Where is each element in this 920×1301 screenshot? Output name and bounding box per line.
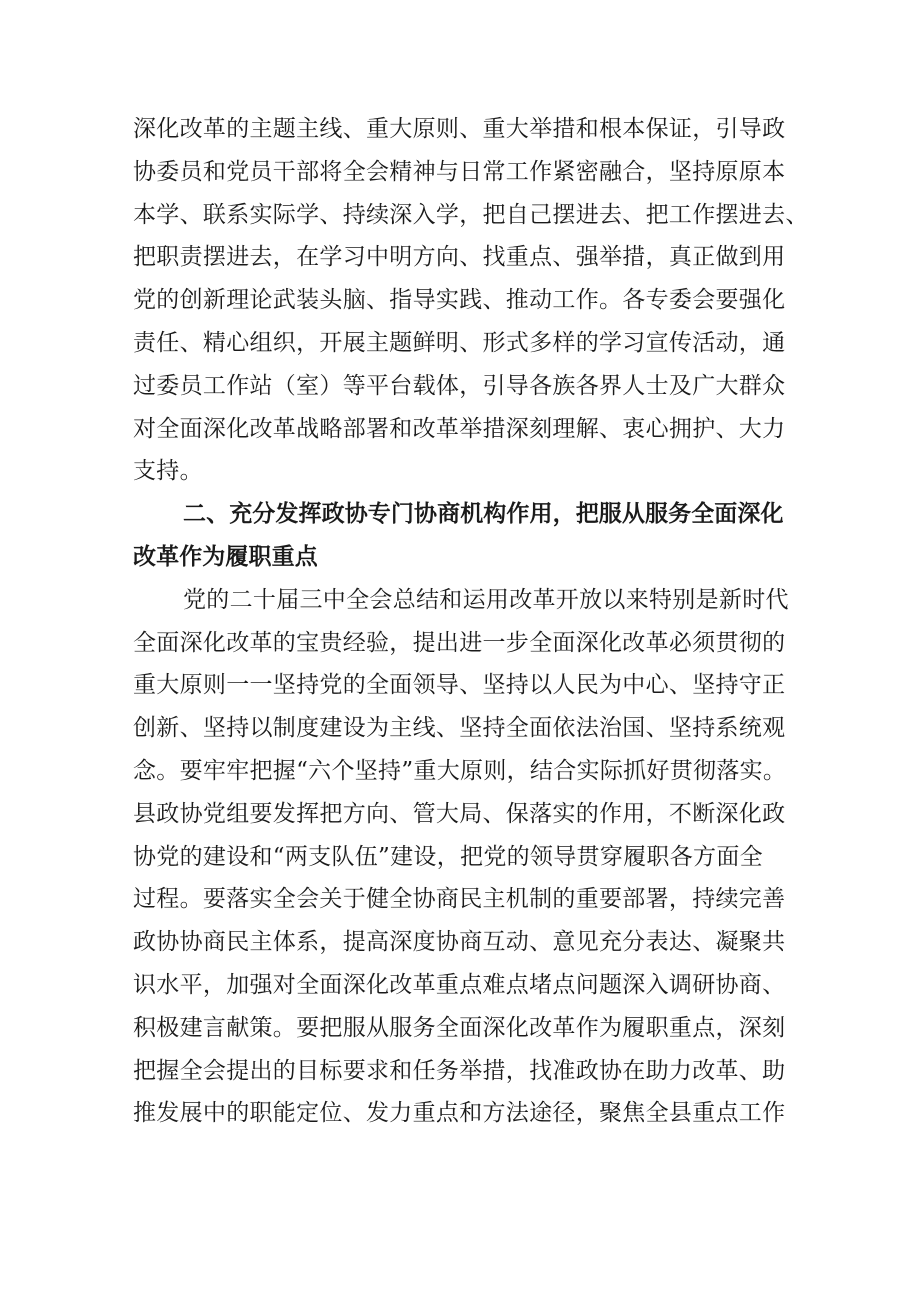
paragraph-line: 识水平，加强对全面深化改革重点难点堵点问题深入调研协商、 bbox=[133, 971, 786, 998]
paragraph-line: 把职责摆进去，在学习中明方向、找重点、强举措，真正做到用 bbox=[133, 244, 786, 271]
paragraph-line: 党的二十届三中全会总结和运用改革开放以来特别是新时代 bbox=[183, 586, 789, 613]
paragraph-2 bbox=[133, 579, 798, 1135]
paragraph-line: 协党的建设和“两支队伍”建设，把党的领导贯穿履职各方面全 bbox=[133, 843, 763, 870]
paragraph-line: 全面深化改革的宝贵经验，提出进一步全面深化改革必须贯彻的 bbox=[133, 629, 786, 656]
heading-line: 二、充分发挥政协专门协商机构作用，把服从服务全面深化 bbox=[183, 501, 784, 528]
paragraph-line: 积极建言献策。要把服从服务全面深化改革作为履职重点，深刻 bbox=[133, 1014, 786, 1041]
paragraph-line: 深化改革的主题主线、重大原则、重大举措和根本保证，引导政 bbox=[133, 116, 786, 142]
paragraph-line: 过委员工作站（室）等平台载体，引导各族各界人士及广大群众 bbox=[133, 372, 786, 399]
paragraph-line: 政协协商民主体系，提高深度协商互动、意见充分表达、凝聚共 bbox=[133, 929, 786, 956]
paragraph-1 bbox=[133, 108, 809, 493]
paragraph-line: 重大原则一一坚持党的全面领导、坚持以人民为中心、坚持守正 bbox=[133, 672, 786, 699]
paragraph-line: 党的创新理论武装头脑、指导实践、推动工作。各专委会要强化 bbox=[133, 287, 786, 314]
paragraph-line: 本学、联系实际学、持续深入学，把自己摆进去、把工作摆进去、 bbox=[133, 201, 809, 228]
document-body bbox=[133, 108, 809, 1135]
paragraph-line: 把握全会提出的目标要求和任务举措，找准政协在助力改革、助 bbox=[133, 1057, 786, 1084]
paragraph-line: 念。要牢牢把握“六个坚持”重大原则，结合实际抓好贯彻落实。 bbox=[133, 757, 787, 784]
paragraph-line: 创新、坚持以制度建设为主线、坚持全面依法治国、坚持系统观 bbox=[133, 715, 786, 742]
section-heading bbox=[133, 493, 798, 579]
paragraph-line: 支持。 bbox=[133, 458, 203, 485]
paragraph-line: 推发展中的职能定位、发力重点和方法途径，聚焦全县重点工作 bbox=[133, 1100, 786, 1127]
paragraph-line: 责任、精心组织，开展主题鲜明、形式多样的学习宣传活动，通 bbox=[133, 329, 786, 356]
heading-line: 改革作为履职重点 bbox=[133, 543, 318, 570]
paragraph-line: 过程。要落实全会关于健全协商民主机制的重要部署，持续完善 bbox=[133, 886, 786, 913]
paragraph-line: 县政协党组要发挥把方向、管大局、保落实的作用，不断深化政 bbox=[133, 800, 786, 827]
paragraph-line: 对全面深化改革战略部署和改革举措深刻理解、衷心拥护、大力 bbox=[133, 415, 786, 442]
paragraph-line: 协委员和党员干部将全会精神与日常工作紧密融合，坚持原原本 bbox=[133, 158, 786, 185]
